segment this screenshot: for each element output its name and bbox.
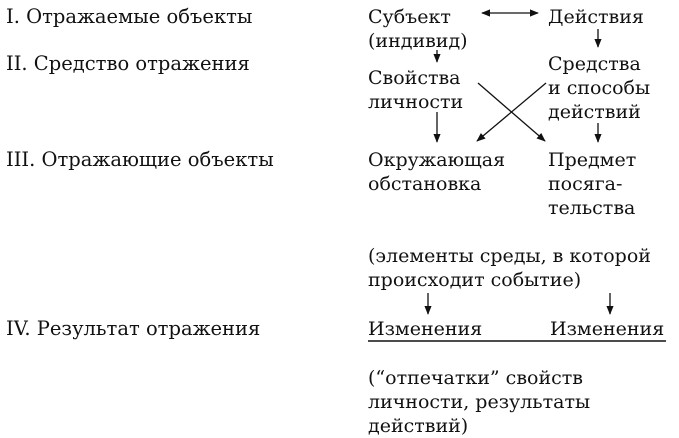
node-actions: Действия	[548, 6, 644, 28]
node-target: Предмет посяга- тельства	[548, 149, 637, 219]
node-result-note: (“отпечатки” свойств личности, результаты действий)	[368, 367, 591, 437]
level-label-1: I. Отражаемые объекты	[6, 5, 253, 28]
level-label-3: III. Отражающие объекты	[6, 148, 274, 171]
level-label-4: IV. Результат отражения	[6, 317, 261, 340]
node-environment: Окружающая обстановка	[368, 149, 506, 195]
node-changes-left: Изменения	[368, 318, 483, 340]
node-personality: Свойства личности	[368, 67, 464, 113]
level-label-2: II. Средство отражения	[6, 52, 250, 75]
node-means: Средства и способы действий	[548, 53, 651, 123]
node-environment-note: (элементы среды, в которой происходит событие)	[368, 245, 651, 291]
node-changes-right: Изменения	[550, 318, 665, 340]
node-subject: Субъект (индивид)	[368, 6, 468, 52]
